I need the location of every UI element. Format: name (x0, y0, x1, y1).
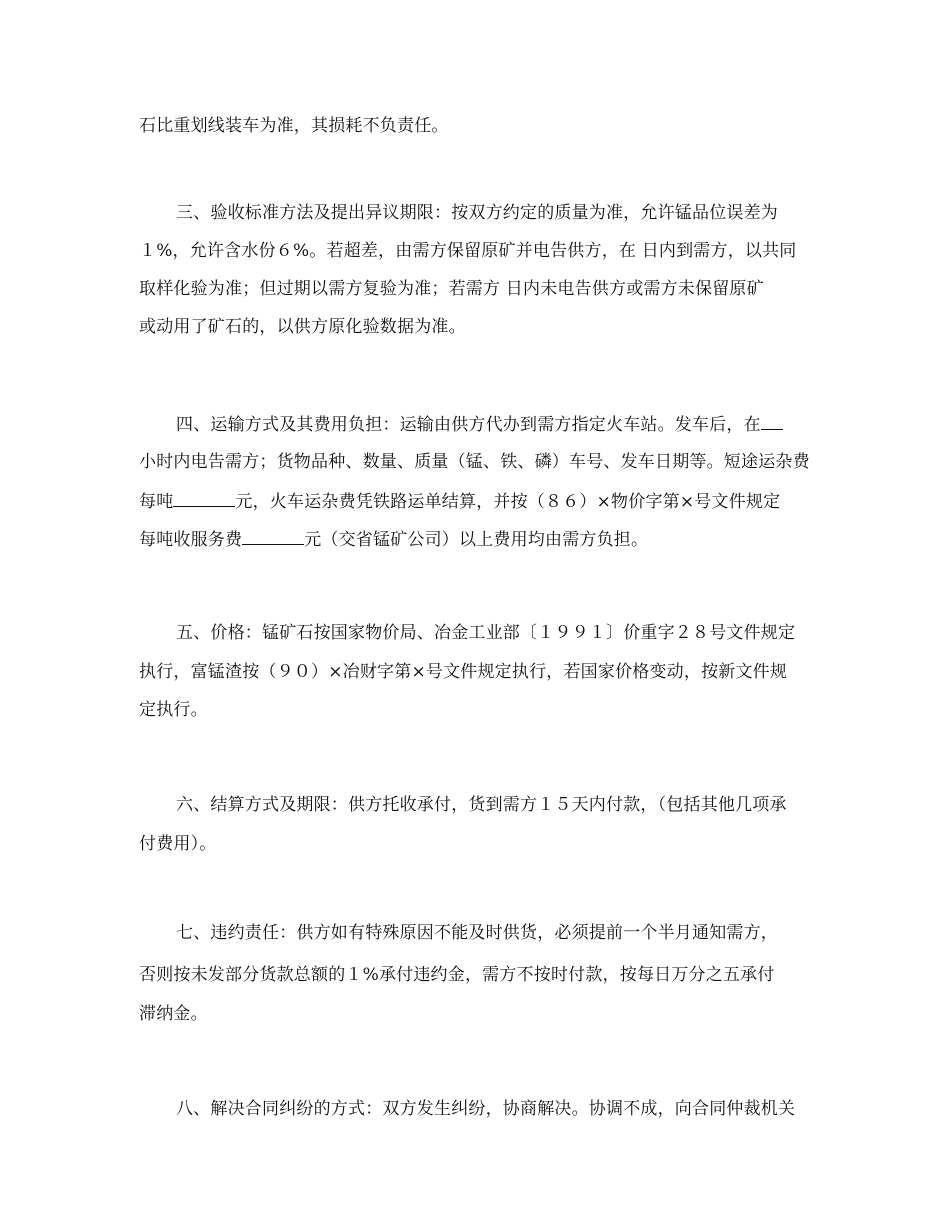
paragraph-line: 六、结算方式及期限：供方托收承付，货到需方１５天内付款，（包括其他几项承 (176, 795, 787, 815)
paragraph-line: 七、违约责任：供方如有特殊原因不能及时供货，必须提前一个半月通知需方， (176, 923, 778, 943)
paragraph-line: 否则按未发部分货款总额的１%承付违约金，需方不按时付款，按每日万分之五承付 (139, 965, 775, 985)
paragraph-line: 滞纳金。 (139, 1004, 208, 1024)
paragraph-line: 取样化验为准；但过期以需方复验为准；若需方 日内未电告供方或需方未保留原矿 (139, 279, 764, 299)
blank-field (173, 488, 235, 507)
paragraph-line: 小时内电告需方；货物品种、数量、质量（锰、铁、磷）车号、发车日期等。短途运杂费 (139, 452, 810, 472)
paragraph-line: １%，允许含水份６%。若超差，由需方保留原矿并电告供方，在 日内到需方，以共同 (139, 241, 797, 261)
paragraph-line (176, 411, 819, 437)
paragraph-line: 或动用了矿石的，以供方原化验数据为准。 (139, 317, 466, 337)
paragraph-line: 定执行。 (139, 700, 208, 720)
blank-field (761, 411, 783, 430)
paragraph-text: 元（交省锰矿公司）以上费用均由需方负担。 (304, 530, 649, 550)
blank-field (242, 526, 304, 545)
paragraph-line: 三、验收标准方法及提出异议期限：按双方约定的质量为准，允许锰品位误差为 (176, 203, 778, 223)
paragraph-text: 每吨 (139, 492, 174, 512)
paragraph-line: 八、解决合同纠纷的方式：双方发生纠纷，协商解决。协调不成，向合同仲裁机关 (176, 1099, 796, 1119)
paragraph-text: 四、运输方式及其费用负担：运输由供方代办到需方指定火车站。发车后，在 (176, 415, 761, 435)
paragraph-line (139, 526, 819, 552)
paragraph-line: 石比重划线装车为准，其损耗不负责任。 (139, 116, 449, 136)
paragraph-text: 元，火车运杂费凭铁路运单结算，并按（８６）×物价字第×号文件规定 (235, 492, 781, 512)
paragraph-line: 五、价格：锰矿石按国家物价局、冶金工业部〔１９９１〕价重字２８号文件规定 (176, 623, 796, 643)
paragraph-line: 执行，富锰渣按（９０）×冶财字第×号文件规定执行，若国家价格变动，按新文件规 (139, 662, 788, 682)
paragraph-line (139, 488, 819, 514)
paragraph-line: 付费用）。 (139, 834, 217, 854)
paragraph-text: 每吨收服务费 (139, 530, 243, 550)
